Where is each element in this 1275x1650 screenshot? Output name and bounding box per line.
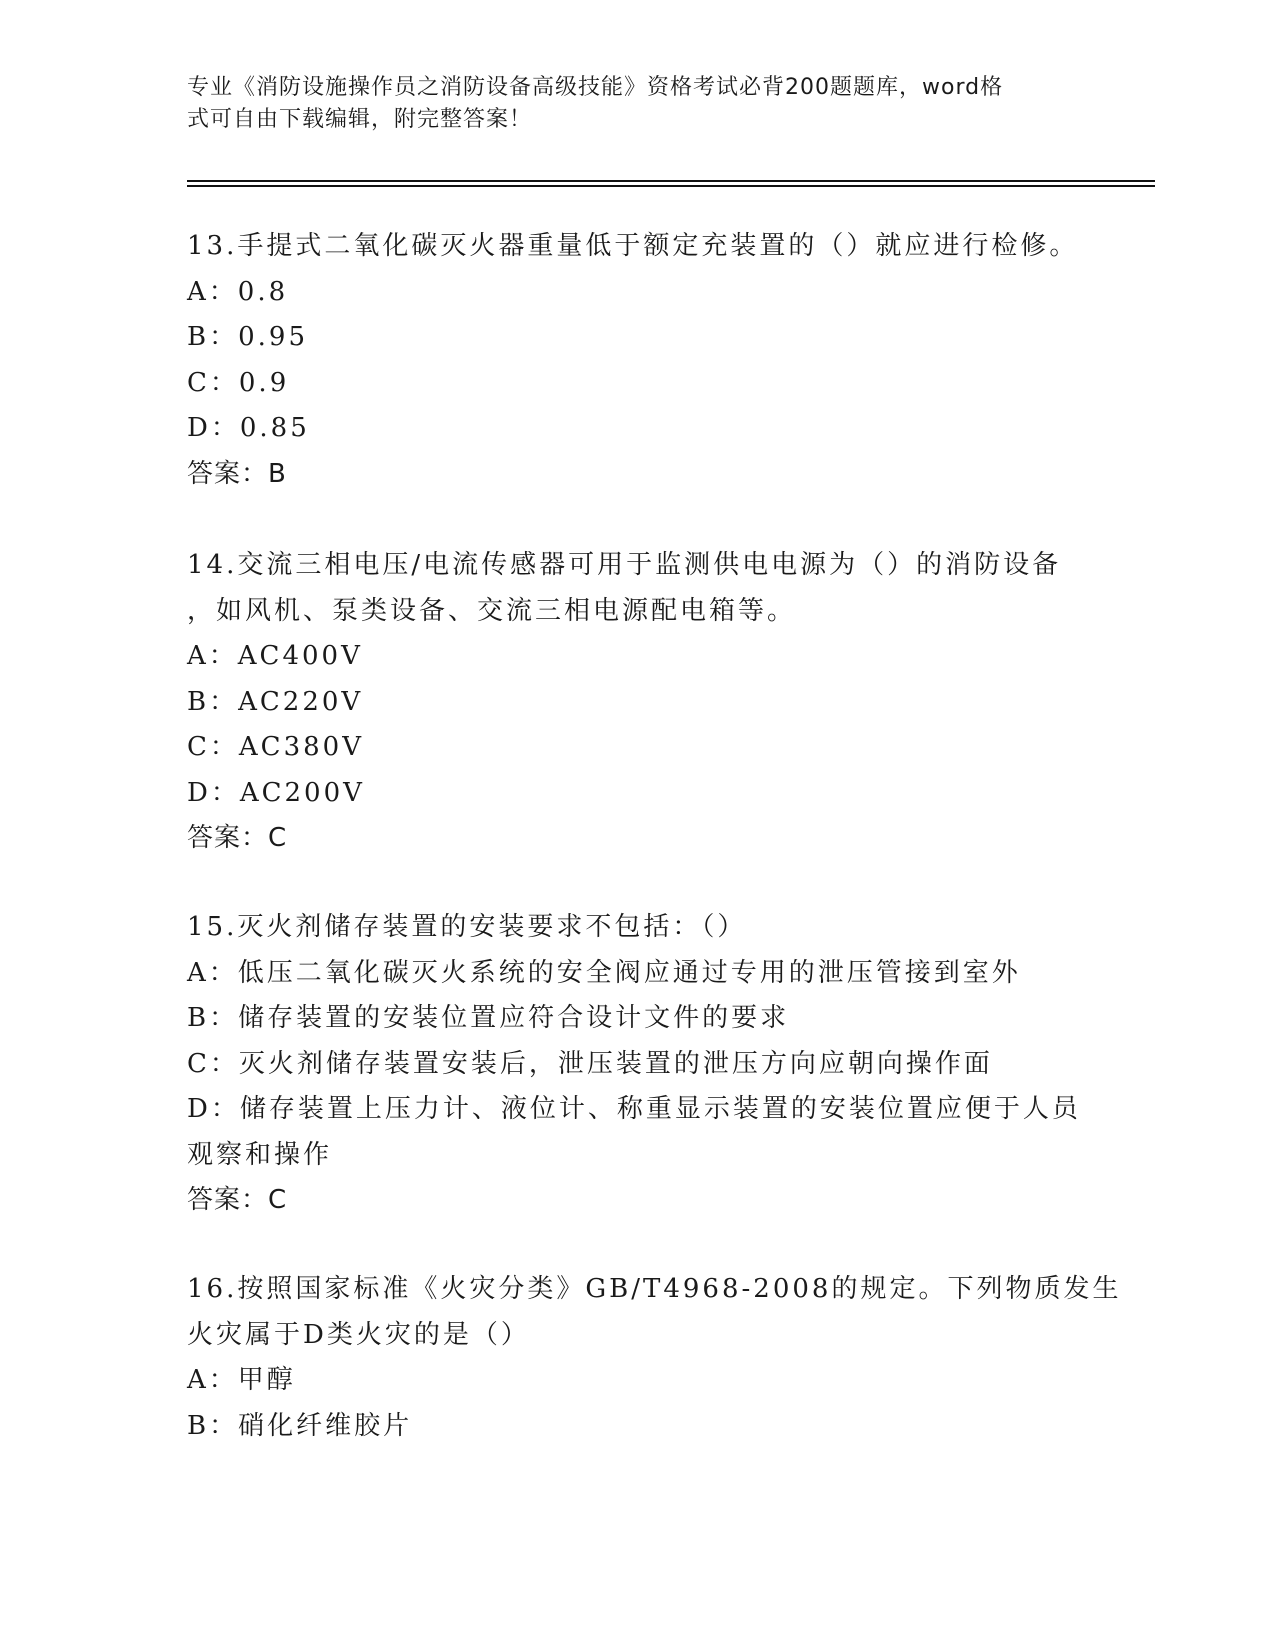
question-stem-continued: ，如风机、泵类设备、交流三相电源配电箱等。 bbox=[187, 595, 797, 626]
option-b: B：AC220V bbox=[187, 686, 364, 717]
option-a: A：AC400V bbox=[187, 641, 363, 671]
option-a: A：0.8 bbox=[187, 276, 289, 307]
option-d: D：0.85 bbox=[187, 413, 310, 443]
option-a: A：低压二氧化碳灭火系统的安全阀应通过专用的泄压管接到室外 bbox=[187, 957, 1021, 988]
option-c: C：灭火剂储存装置安装后，泄压装置的泄压方向应朝向操作面 bbox=[187, 1048, 993, 1079]
question-14 bbox=[187, 543, 1087, 862]
header-line-2: 式可自由下载编辑，附完整答案！ bbox=[187, 107, 533, 132]
header-divider bbox=[187, 180, 1155, 187]
answer-line: 答案：C bbox=[187, 1185, 288, 1215]
header-line-1: 专业《消防设施操作员之消防设备高级技能》资格考试必背200题题库，word格 bbox=[187, 75, 1004, 100]
option-c: C：AC380V bbox=[187, 732, 364, 762]
question-stem: 14.交流三相电压/电流传感器可用于监测供电电源为（）的消防设备 bbox=[187, 550, 1062, 580]
option-b: B：硝化纤维胶片 bbox=[187, 1410, 413, 1441]
option-c: C：0.9 bbox=[187, 367, 290, 398]
question-15 bbox=[187, 905, 1087, 1224]
option-d: D：AC200V bbox=[187, 777, 365, 808]
answer-line: 答案：B bbox=[187, 458, 287, 489]
option-d: D：储存装置上压力计、液位计、称重显示装置的安装位置应便于人员 bbox=[187, 1094, 1081, 1124]
option-a: A：甲醇 bbox=[187, 1365, 296, 1395]
page-header bbox=[187, 72, 1067, 136]
question-stem: 15.灭火剂储存装置的安装要求不包括：（） bbox=[187, 912, 747, 942]
question-16 bbox=[187, 1267, 1122, 1449]
question-13 bbox=[187, 224, 1087, 497]
option-b: B：0.95 bbox=[187, 322, 308, 352]
question-stem-continued: 火灾属于D类火灾的是（） bbox=[187, 1319, 530, 1350]
answer-line: 答案：C bbox=[187, 823, 288, 853]
question-stem: 16.按照国家标准《火灾分类》GB/T4968-2008的规定。下列物质发生 bbox=[187, 1274, 1122, 1304]
option-d-continued: 观察和操作 bbox=[187, 1139, 333, 1170]
option-b: B：储存装置的安装位置应符合设计文件的要求 bbox=[187, 1003, 790, 1033]
question-stem: 13.手提式二氧化碳灭火器重量低于额定充装置的（）就应进行检修。 bbox=[187, 231, 1079, 261]
